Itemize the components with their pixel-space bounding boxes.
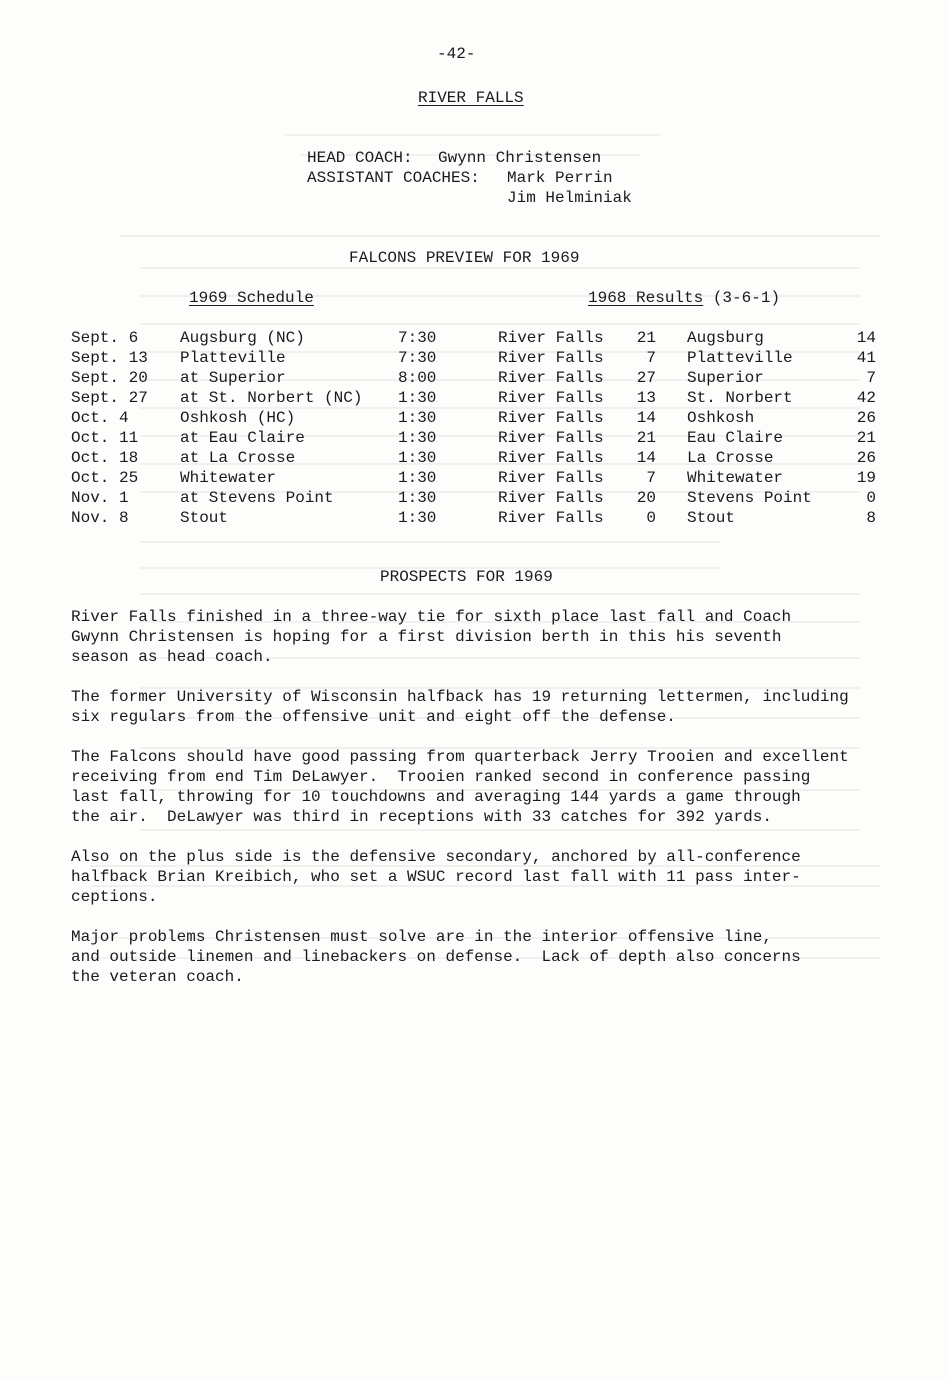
result-opponent: Whitewater bbox=[687, 469, 784, 487]
paragraph-line: the veteran coach. bbox=[71, 968, 244, 986]
paragraph-line: Major problems Christensen must solve are in the interior offensive line, bbox=[71, 928, 772, 946]
result-team-score: 21 bbox=[636, 429, 656, 447]
result-team-score: 0 bbox=[646, 509, 656, 527]
result-opponent: La Crosse bbox=[687, 449, 774, 467]
result-team-score: 14 bbox=[636, 409, 656, 427]
result-team-score: 27 bbox=[636, 369, 656, 387]
result-opponent-score: 42 bbox=[856, 389, 876, 407]
game-row bbox=[0, 448, 948, 468]
result-team-score: 21 bbox=[636, 329, 656, 347]
paragraph-line: Gwynn Christensen is hoping for a first division berth in this his seventh bbox=[71, 628, 782, 646]
results-record: (3-6-1) bbox=[712, 289, 781, 307]
paragraph-line: receiving from end Tim DeLawyer. Trooien ranked second in conference passing bbox=[71, 768, 811, 786]
result-team: River Falls bbox=[498, 469, 604, 487]
game-opponent: Platteville bbox=[180, 349, 286, 367]
game-time: 1:30 bbox=[398, 509, 437, 527]
paragraph-line: Also on the plus side is the defensive secondary, anchored by all-conference bbox=[71, 848, 801, 866]
result-team: River Falls bbox=[498, 329, 604, 347]
result-opponent: Augsburg bbox=[687, 329, 764, 347]
game-opponent: Augsburg (NC) bbox=[180, 329, 305, 347]
result-opponent: St. Norbert bbox=[687, 389, 793, 407]
result-team-score: 7 bbox=[646, 469, 656, 487]
result-opponent-score: 26 bbox=[856, 409, 876, 427]
schedule-heading: 1969 Schedule bbox=[189, 289, 314, 307]
paragraph-line: season as head coach. bbox=[71, 648, 273, 666]
result-team-score: 7 bbox=[646, 349, 656, 367]
game-date: Sept. 13 bbox=[71, 349, 148, 367]
prospects-heading: PROSPECTS FOR 1969 bbox=[380, 568, 553, 586]
paragraph-line: halfback Brian Kreibich, who set a WSUC record last fall with 11 pass inter- bbox=[71, 868, 801, 886]
result-team: River Falls bbox=[498, 409, 604, 427]
game-opponent: at Stevens Point bbox=[180, 489, 334, 507]
result-team: River Falls bbox=[498, 509, 604, 527]
game-row bbox=[0, 348, 948, 368]
paragraph-line: ceptions. bbox=[71, 888, 158, 906]
game-time: 7:30 bbox=[398, 349, 437, 367]
result-opponent: Eau Claire bbox=[687, 429, 784, 447]
game-time: 1:30 bbox=[398, 389, 437, 407]
paragraph-line: and outside linemen and linebackers on defense. Lack of depth also concerns bbox=[71, 948, 801, 966]
result-opponent-score: 8 bbox=[866, 509, 876, 527]
game-opponent: Oshkosh (HC) bbox=[180, 409, 296, 427]
head-coach-label: HEAD COACH: bbox=[307, 149, 413, 167]
result-opponent-score: 0 bbox=[866, 489, 876, 507]
result-team: River Falls bbox=[498, 449, 604, 467]
paragraph-line: River Falls finished in a three-way tie for sixth place last fall and Coach bbox=[71, 608, 792, 626]
game-row bbox=[0, 388, 948, 408]
game-row bbox=[0, 328, 948, 348]
results-heading: 1968 Results bbox=[588, 289, 704, 307]
assistant-coach-1: Mark Perrin bbox=[507, 169, 613, 187]
paragraph-line: The former University of Wisconsin halfback has 19 returning lettermen, including bbox=[71, 688, 849, 706]
game-opponent: at Superior bbox=[180, 369, 286, 387]
game-date: Oct. 25 bbox=[71, 469, 139, 487]
paragraph-line: The Falcons should have good passing from quarterback Jerry Trooien and excellent bbox=[71, 748, 849, 766]
game-date: Sept. 6 bbox=[71, 329, 139, 347]
page-number: -42- bbox=[437, 45, 476, 63]
result-opponent-score: 19 bbox=[856, 469, 876, 487]
game-date: Sept. 27 bbox=[71, 389, 148, 407]
game-row bbox=[0, 468, 948, 488]
result-team: River Falls bbox=[498, 489, 604, 507]
assistant-coaches-label: ASSISTANT COACHES: bbox=[307, 169, 480, 187]
game-opponent: Whitewater bbox=[180, 469, 277, 487]
game-date: Sept. 20 bbox=[71, 369, 148, 387]
game-row bbox=[0, 408, 948, 428]
result-team-score: 13 bbox=[636, 389, 656, 407]
paragraph bbox=[71, 747, 891, 827]
result-opponent-score: 21 bbox=[856, 429, 876, 447]
paragraph bbox=[71, 927, 891, 987]
game-date: Oct. 4 bbox=[71, 409, 129, 427]
game-time: 1:30 bbox=[398, 429, 437, 447]
result-team-score: 20 bbox=[636, 489, 656, 507]
game-date: Oct. 11 bbox=[71, 429, 139, 447]
preview-heading: FALCONS PREVIEW FOR 1969 bbox=[349, 249, 580, 267]
result-opponent-score: 7 bbox=[866, 369, 876, 387]
result-opponent: Platteville bbox=[687, 349, 793, 367]
result-opponent: Oshkosh bbox=[687, 409, 755, 427]
result-team: River Falls bbox=[498, 349, 604, 367]
result-opponent: Stout bbox=[687, 509, 736, 527]
results-heading-wrap bbox=[588, 288, 780, 308]
result-opponent-score: 41 bbox=[856, 349, 876, 367]
paragraph bbox=[71, 847, 891, 907]
game-row bbox=[0, 428, 948, 448]
game-date: Nov. 8 bbox=[71, 509, 129, 527]
result-team: River Falls bbox=[498, 389, 604, 407]
result-team: River Falls bbox=[498, 369, 604, 387]
result-opponent: Stevens Point bbox=[687, 489, 812, 507]
game-row bbox=[0, 368, 948, 388]
paragraph-line: the air. DeLawyer was third in receptions with 33 catches for 392 yards. bbox=[71, 808, 772, 826]
result-team-score: 14 bbox=[636, 449, 656, 467]
paragraph-line: last fall, throwing for 10 touchdowns and averaging 144 yards a game through bbox=[71, 788, 801, 806]
game-time: 8:00 bbox=[398, 369, 437, 387]
head-coach-name: Gwynn Christensen bbox=[438, 149, 602, 167]
result-opponent-score: 26 bbox=[856, 449, 876, 467]
game-opponent: at Eau Claire bbox=[180, 429, 305, 447]
game-time: 1:30 bbox=[398, 449, 437, 467]
game-opponent: Stout bbox=[180, 509, 229, 527]
game-time: 7:30 bbox=[398, 329, 437, 347]
result-opponent-score: 14 bbox=[856, 329, 876, 347]
game-date: Oct. 18 bbox=[71, 449, 139, 467]
game-opponent: at La Crosse bbox=[180, 449, 296, 467]
game-time: 1:30 bbox=[398, 489, 437, 507]
paragraph bbox=[71, 607, 891, 667]
paragraph bbox=[71, 687, 891, 727]
game-date: Nov. 1 bbox=[71, 489, 129, 507]
result-opponent: Superior bbox=[687, 369, 764, 387]
paragraph-line: six regulars from the offensive unit and eight off the defense. bbox=[71, 708, 676, 726]
result-team: River Falls bbox=[498, 429, 604, 447]
game-time: 1:30 bbox=[398, 409, 437, 427]
assistant-coach-2: Jim Helminiak bbox=[507, 189, 632, 207]
game-time: 1:30 bbox=[398, 469, 437, 487]
game-opponent: at St. Norbert (NC) bbox=[180, 389, 363, 407]
game-row bbox=[0, 508, 948, 528]
page-title: RIVER FALLS bbox=[418, 89, 524, 107]
game-row bbox=[0, 488, 948, 508]
